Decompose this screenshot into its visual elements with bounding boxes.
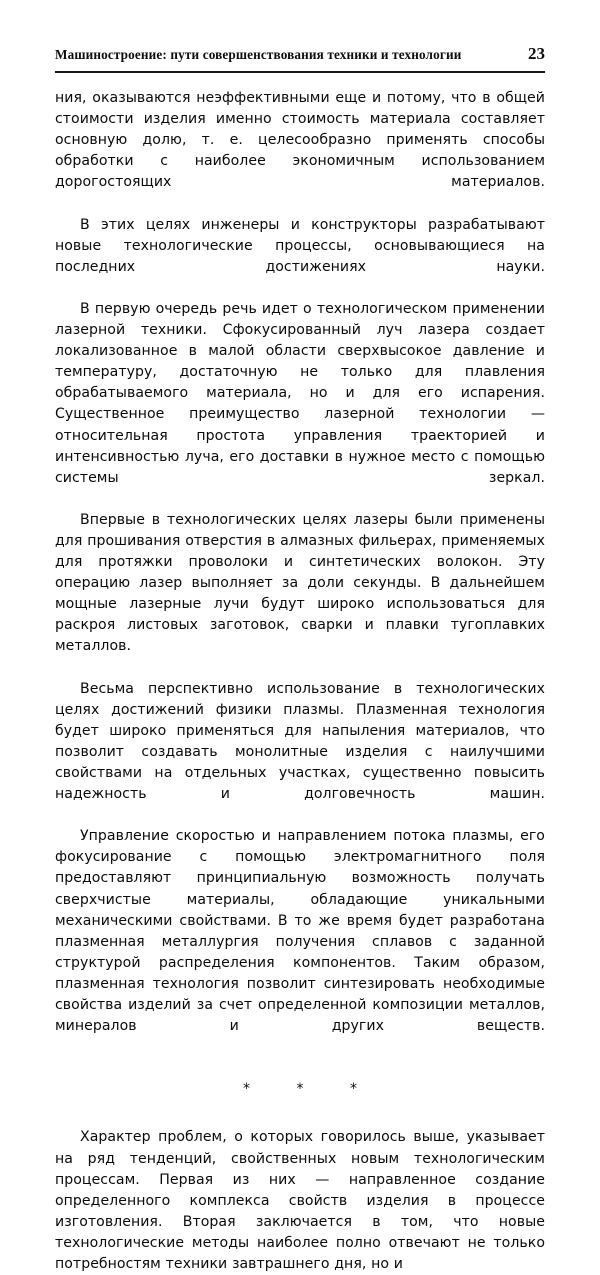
header-rule <box>55 71 545 73</box>
running-head <box>55 46 545 70</box>
paragraph-plasma: Весьма перспективно использование в технологических целях достижений физики плазмы. Плазменная технология будет широко применяться для напыления материалов, что позволит создавать монолитные изделия с наилучшими свойствами на отдельных участках, существенно повысить надежность и долговечность машин. <box>55 680 545 803</box>
paragraph-plasma-control: Управление скоростью и направлением потока плазмы, его фокусирование с помощью электромагнитного поля предоставляют принципиальную возможность получать сверхчистые материалы, обладающие уникальными механическими свойствами. В то же время будет разработана плазменная металлургия получения сплавов с заданной структурой распределения компонентов. Таким образом, плазменная технология позволит синтезировать необходимые свойства изделий за счет определенной композиции металлов, минералов и других веществ. <box>55 828 545 1035</box>
page-number: 23 <box>528 44 545 63</box>
text-column <box>55 88 545 1275</box>
running-head-title: Машиностроение: пути совершенствования техники и технологии <box>55 47 462 62</box>
paragraph-engineers: В этих целях инженеры и конструкторы разрабатывают новые технологические процессы, основывающиеся на последних достижениях науки. <box>55 216 545 275</box>
separator-gap-bottom <box>55 1100 545 1127</box>
paragraph-laser-applications: Впервые в технологических целях лазеры были применены для прошивания отверстия в алмазных фильерах, применяемых для протяжки проволоки и синтетических волокон. Эту операцию лазер выполняет за доли секунды. В дальнейшем мощные лазерные лучи будут широко использоваться для раскроя листовых заготовок, сварки и плавки тугоплавких металлов. <box>55 511 545 655</box>
asterisk-separator: * * * <box>243 1081 378 1098</box>
paragraph-continuation: ния, оказываются неэффективными еще и потому, что в общей стоимости изделия именно стоимость материала составляет основную долю, т. е. целесообразно применять способы обработки с наиболее экономичным использованием дорогостоящих материалов. <box>55 90 545 191</box>
paragraph-laser: В первую очередь речь идет о технологическом применении лазерной техники. Сфокусированный луч лазера создает локализованное в малой области сверхвысокое давление и температуру, достаточную не только для плавления обрабатываемого материала, но и для его испарения. Существенное преимущество лазерной технологии — относительная простота управления траекторией и интенсивностью луча, его доставки в нужное место с помощью системы зеркал. <box>55 300 545 486</box>
paragraph-character-of-problems: Характер проблем, о которых говорилось выше, указывает на ряд тенденций, свойственных новым технологическим процессам. Первая из них — направленное создание определенного комплекса свойств изделия в процессе изготовления. Вторая заключается в том, что новые технологические методы наиболее полно отвечают не только потребностям техники завтрашнего дня, но и <box>55 1129 545 1272</box>
separator-gap-top <box>55 1058 545 1079</box>
